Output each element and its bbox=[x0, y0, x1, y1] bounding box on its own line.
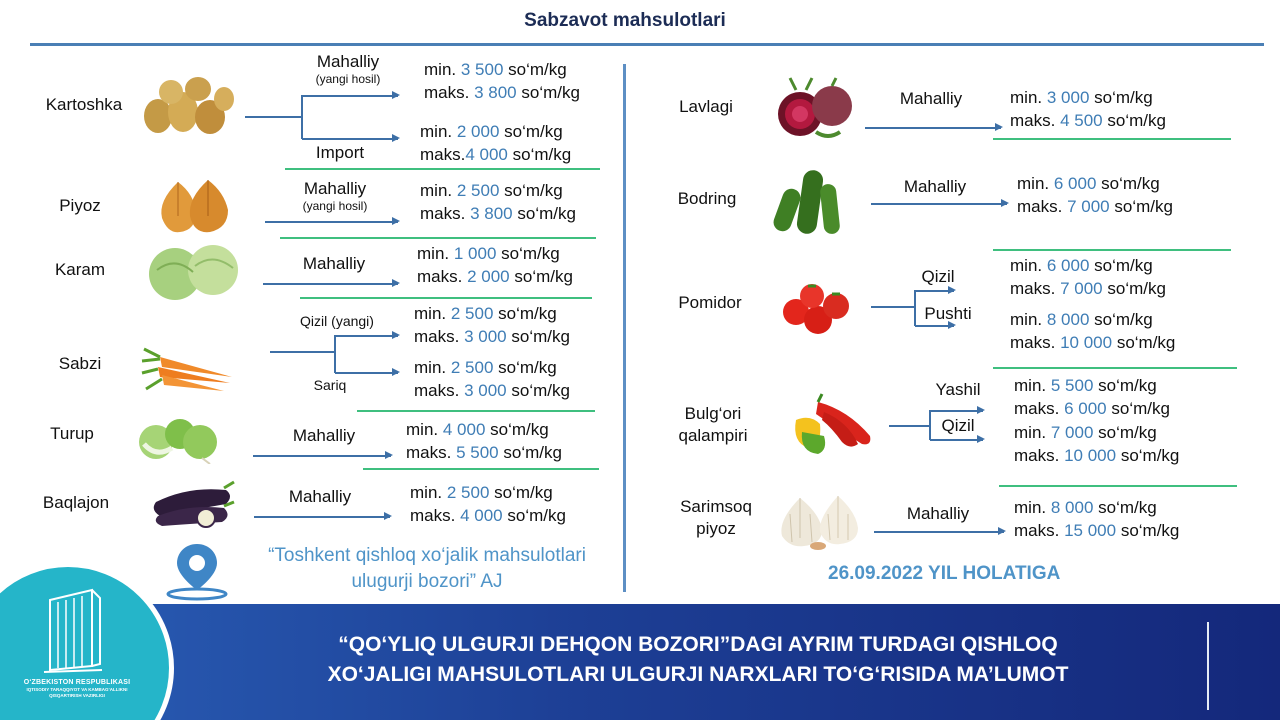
product-name-baqlajon: Baqlajon bbox=[42, 493, 110, 512]
price-block: min. 6 000 so‘m/kg maks. 7 000 so‘m/kg bbox=[1010, 256, 1166, 298]
product-name-karam: Karam bbox=[54, 260, 106, 279]
price-block: min. 8 000 so‘m/kg maks. 10 000 so‘m/kg bbox=[1010, 310, 1176, 352]
price-block: min. 2 500 so‘m/kg maks. 4 000 so‘m/kg bbox=[410, 483, 566, 525]
date-label: 26.09.2022 YIL HOLATIGA bbox=[828, 563, 1061, 584]
eggplant-icon bbox=[148, 476, 236, 528]
row-separator bbox=[280, 237, 596, 239]
price-block: min. 3 000 so‘m/kg maks. 4 500 so‘m/kg bbox=[1010, 88, 1166, 130]
source-arrow bbox=[263, 283, 398, 285]
branch-arrow bbox=[930, 410, 983, 412]
source-label: Mahalliy (yangi hosil) bbox=[302, 179, 368, 213]
source-arrow bbox=[871, 203, 1007, 205]
potato-icon bbox=[136, 72, 236, 140]
location-pin-icon bbox=[164, 538, 230, 602]
source-arrow bbox=[253, 455, 391, 457]
branch-arrow bbox=[335, 372, 398, 374]
row-separator bbox=[357, 410, 595, 412]
branch-line bbox=[245, 116, 303, 118]
source-label: Yashil bbox=[935, 380, 981, 399]
pepper-icon bbox=[788, 392, 876, 456]
source-arrow bbox=[265, 221, 398, 223]
row-separator bbox=[993, 367, 1237, 369]
ministry-logo-text: O‘ZBEKISTON RESPUBLIKASI IQTISODIY TARAQQIYOT VA KAMBAG‘ALLIKNI QISQARTIRISH VAZIRLIGI bbox=[23, 679, 131, 698]
source-arrow bbox=[865, 127, 1001, 129]
footer-title: “QO‘YLIQ ULGURJI DEHQON BOZORI”DAGI AYRIM TURDAGI QISHLOQ XO‘JALIGI MAHSULOTLARI ULGURJI NARXLARI TO‘G‘RISIDA MA’LUMOT bbox=[327, 633, 1069, 686]
source-label: Qizil bbox=[921, 267, 955, 286]
product-name-turup: Turup bbox=[50, 424, 94, 443]
title-rule bbox=[30, 43, 1264, 46]
product-name-qalampir: Bulg‘ori qalampiri bbox=[678, 404, 748, 445]
source-label: Qizil bbox=[941, 416, 975, 435]
source-label: Mahalliy bbox=[899, 89, 963, 108]
source-label: Sariq bbox=[313, 377, 347, 393]
cucumber-icon bbox=[772, 166, 846, 238]
row-separator bbox=[363, 468, 599, 470]
price-block: min. 8 000 so‘m/kg maks. 15 000 so‘m/kg bbox=[1014, 498, 1180, 540]
beet-icon bbox=[772, 76, 860, 142]
price-block: min. 4 000 so‘m/kg maks. 5 500 so‘m/kg bbox=[406, 420, 562, 462]
onion-icon bbox=[148, 176, 236, 236]
price-block: min. 2 000 so‘m/kg maks.4 000 so‘m/kg bbox=[420, 122, 572, 164]
product-name-pomidor: Pomidor bbox=[678, 293, 742, 312]
radish-icon bbox=[136, 414, 220, 464]
branch-line bbox=[334, 335, 336, 373]
market-name: “Toshkent qishloq xo‘jalik mahsulotlari ulugurji bozori” AJ bbox=[268, 545, 586, 592]
price-block: min. 5 500 so‘m/kg maks. 6 000 so‘m/kg bbox=[1014, 376, 1170, 418]
branch-line bbox=[929, 410, 931, 440]
tomato-icon bbox=[780, 278, 856, 336]
source-arrow bbox=[874, 531, 1004, 533]
product-name-lavlagi: Lavlagi bbox=[679, 97, 733, 116]
source-label: Pushti bbox=[924, 304, 972, 323]
product-name-sabzi: Sabzi bbox=[58, 354, 102, 373]
product-name-piyoz: Piyoz bbox=[59, 196, 101, 215]
branch-line bbox=[889, 425, 931, 427]
branch-arrow bbox=[335, 335, 398, 337]
price-block: min. 2 500 so‘m/kg maks. 3 000 so‘m/kg bbox=[414, 358, 570, 400]
branch-line bbox=[301, 95, 303, 139]
source-label: Qizil (yangi) bbox=[300, 313, 374, 329]
row-separator bbox=[300, 297, 592, 299]
column-divider bbox=[623, 64, 626, 592]
branch-arrow bbox=[930, 439, 983, 441]
branch-line bbox=[914, 290, 916, 326]
price-block: min. 6 000 so‘m/kg maks. 7 000 so‘m/kg bbox=[1017, 174, 1173, 216]
source-label: Mahalliy bbox=[903, 177, 967, 196]
page-title: Sabzavot mahsulotlari bbox=[524, 10, 726, 31]
source-arrow bbox=[254, 516, 390, 518]
product-name-kartoshka: Kartoshka bbox=[45, 95, 123, 114]
branch-arrow bbox=[915, 290, 954, 292]
carrot-icon bbox=[138, 345, 238, 397]
branch-line bbox=[871, 306, 916, 308]
source-label: Mahalliy bbox=[302, 254, 366, 273]
price-block: min. 7 000 so‘m/kg maks. 10 000 so‘m/kg bbox=[1014, 423, 1180, 465]
branch-arrow bbox=[915, 325, 954, 327]
price-block: min. 1 000 so‘m/kg maks. 2 000 so‘m/kg bbox=[417, 244, 573, 286]
source-label: Mahalliy bbox=[292, 426, 356, 445]
cabbage-icon bbox=[145, 242, 243, 302]
product-name-sarimsoq: Sarimsoq piyoz bbox=[680, 497, 752, 538]
branch-arrow bbox=[302, 138, 398, 140]
row-separator bbox=[285, 168, 600, 170]
row-separator bbox=[993, 138, 1231, 140]
garlic-icon bbox=[774, 492, 864, 550]
row-separator bbox=[993, 249, 1231, 251]
price-block: min. 2 500 so‘m/kg maks. 3 800 so‘m/kg bbox=[420, 181, 576, 223]
price-block: min. 3 500 so‘m/kg maks. 3 800 so‘m/kg bbox=[424, 60, 580, 102]
product-name-bodring: Bodring bbox=[677, 189, 737, 208]
row-separator bbox=[999, 485, 1237, 487]
source-label: Mahalliy (yangi hosil) bbox=[315, 52, 381, 86]
source-label: Mahalliy bbox=[906, 504, 970, 523]
branch-line bbox=[270, 351, 336, 353]
ministry-building-icon bbox=[42, 586, 104, 674]
price-block: min. 2 500 so‘m/kg maks. 3 000 so‘m/kg bbox=[414, 304, 570, 346]
footer-divider bbox=[1207, 622, 1209, 710]
source-label: Import bbox=[315, 143, 365, 162]
source-label: Mahalliy bbox=[288, 487, 352, 506]
branch-arrow bbox=[302, 95, 398, 97]
